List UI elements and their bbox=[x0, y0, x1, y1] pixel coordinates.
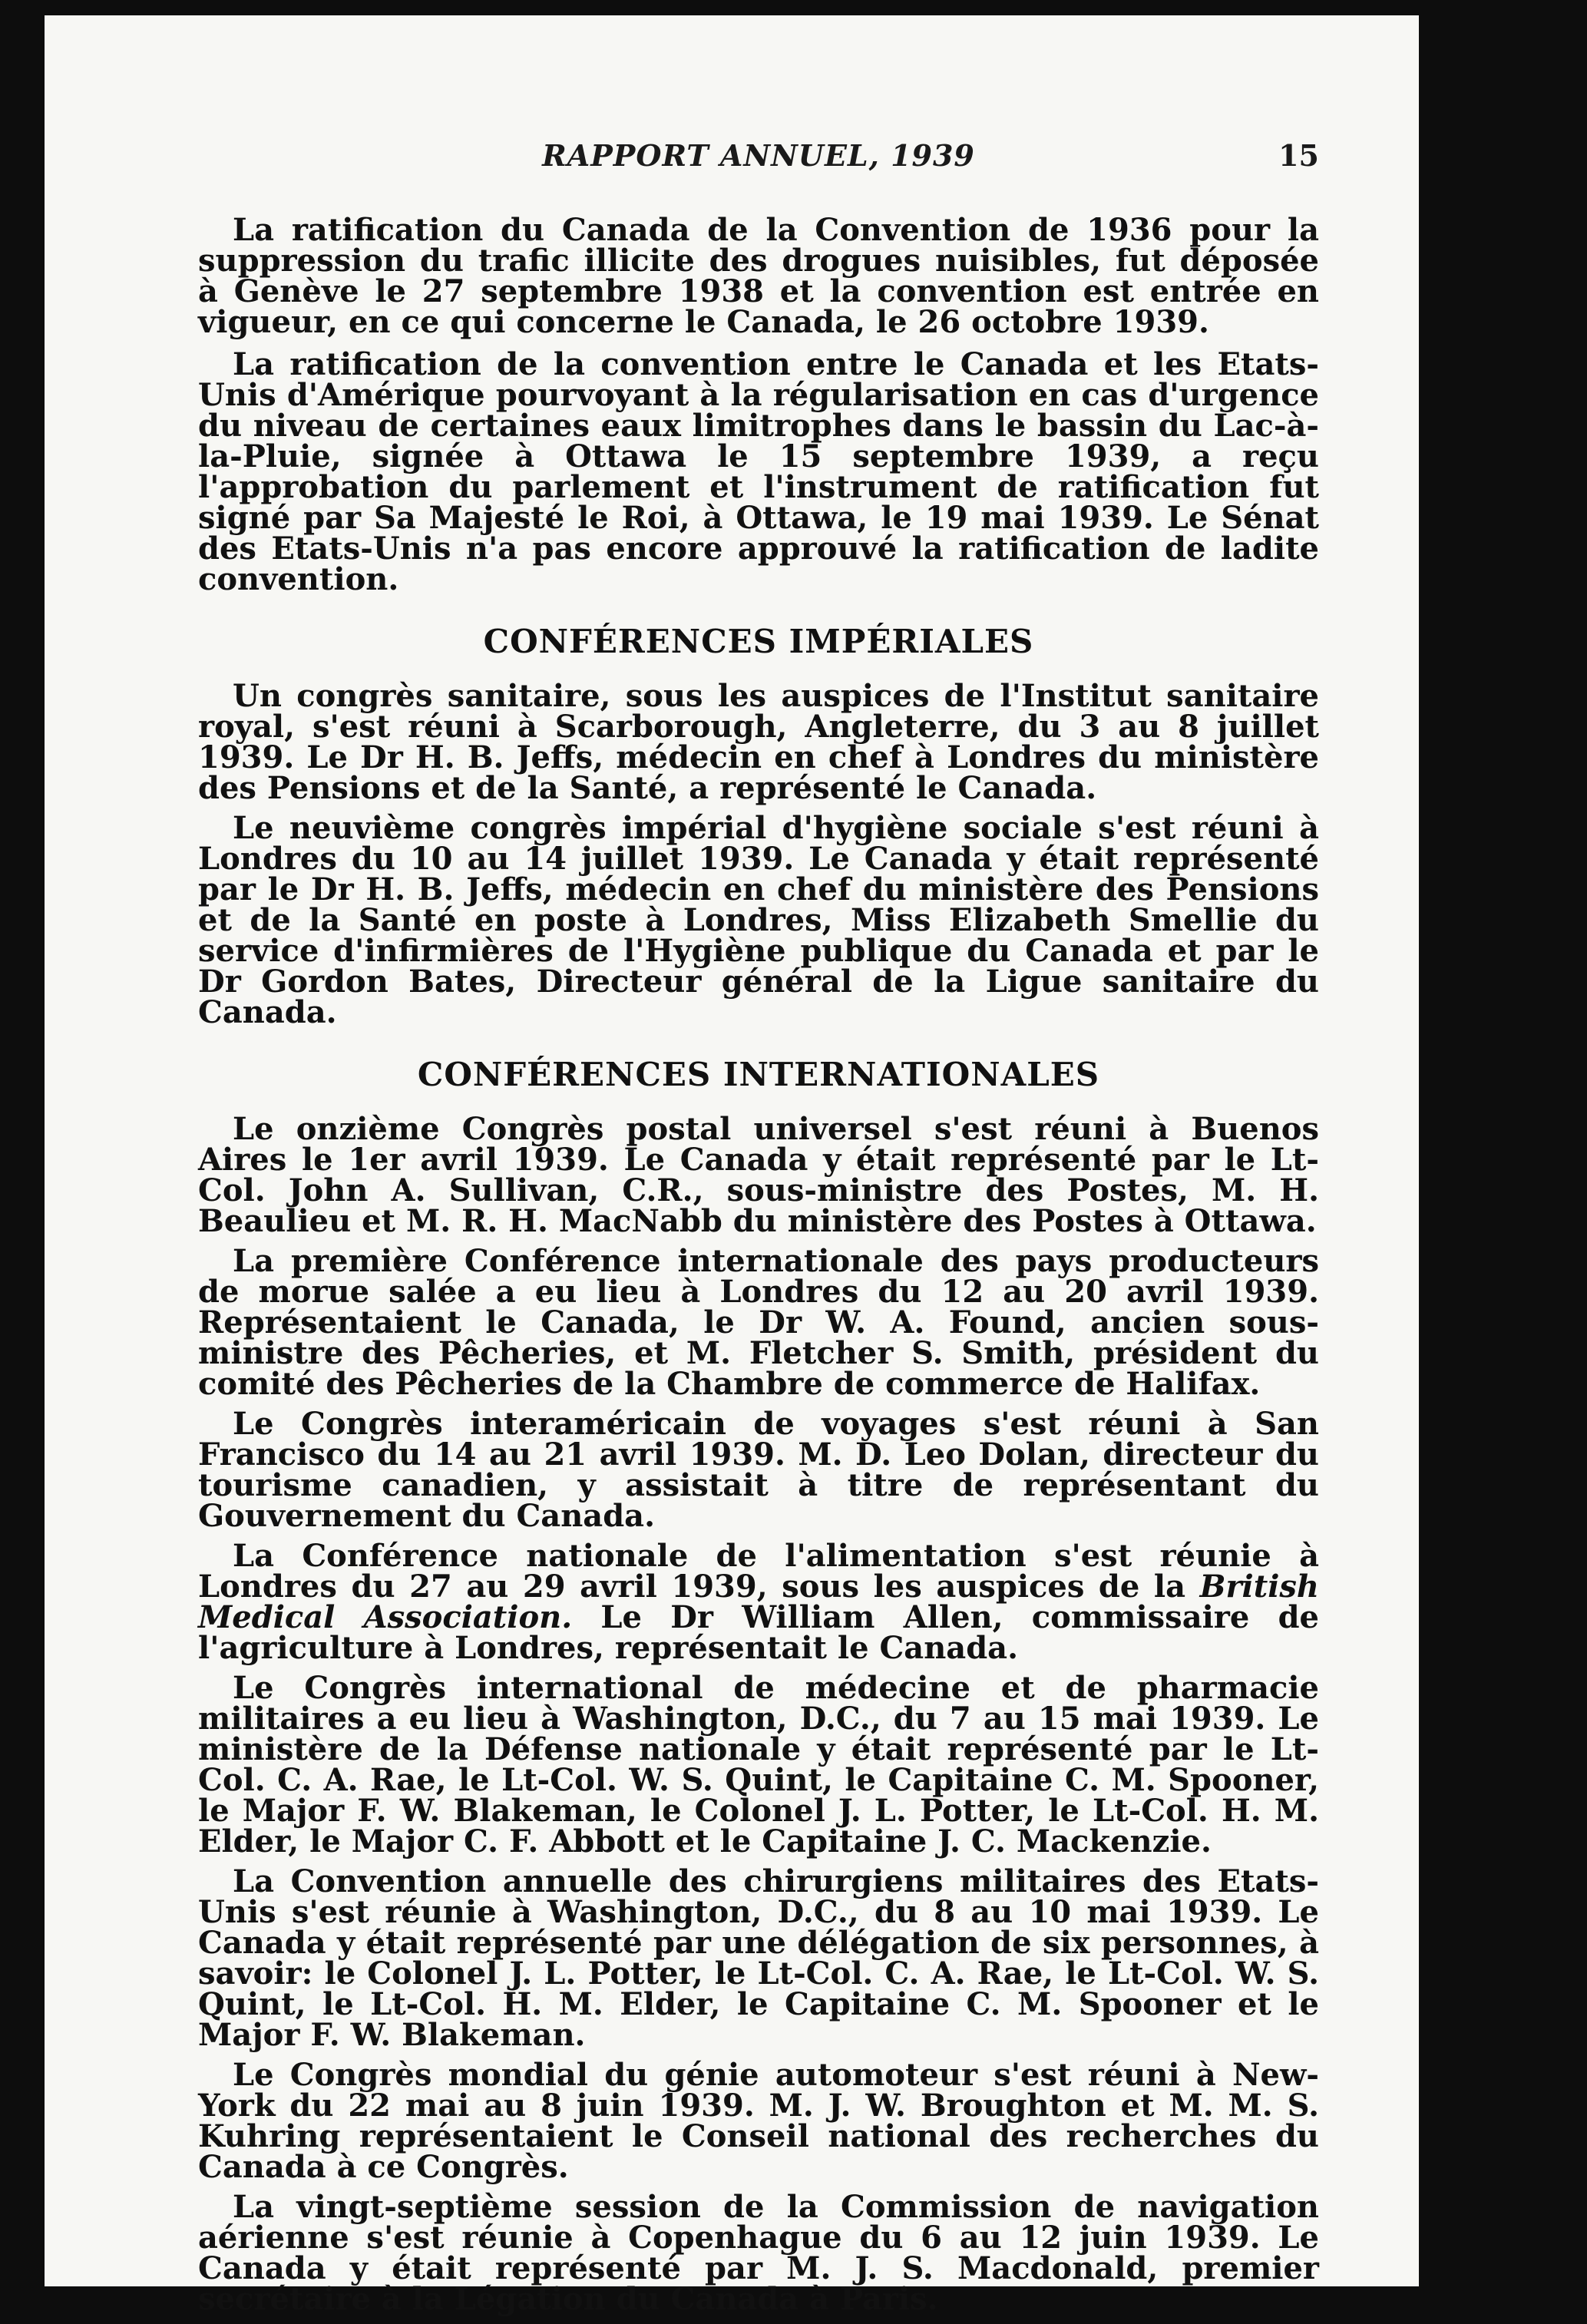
paragraph-military-surgeons-convention: La Convention annuelle des chirurgiens militaires des Etats-Unis s'est réunie à Washington, D.C., du 8 au 10 mai 1939. Le Canada y était représenté par une délégation de six personnes, à savoir: le Colonel J. L. Potter, le Lt-Col. C. A. Rae, le Lt-Col. W. S. Quint, le Lt-Col. H. M. Elder, le Capitaine C. M. Spooner et le Major F. W. Blakeman. bbox=[198, 1863, 1319, 2053]
page-sheet bbox=[45, 15, 1419, 2317]
running-title: RAPPORT ANNUEL, 1939 bbox=[542, 138, 975, 173]
paragraph-automotive-congress: Le Congrès mondial du génie automoteur s'est réuni à New-York du 22 mai au 8 juin 1939. M. J. W. Broughton et M. M. S. Kuhring représentaient le Conseil national des recherches du Canada à ce Congrès. bbox=[198, 2057, 1319, 2185]
paragraph-postal-congress: Le onzième Congrès postal universel s'est réuni à Buenos Aires le 1er avril 1939. Le Canada y était représenté par le Lt-Col. John A. Sullivan, C.R., sous-ministre des Postes, M. H. Beaulieu et M. R. H. MacNabb du ministère des Postes à Ottawa. bbox=[198, 1111, 1319, 1239]
paragraph-military-medicine-congress: Le Congrès international de médecine et de pharmacie militaires a eu lieu à Washington, D.C., du 7 au 15 mai 1939. Le ministère de la Défense nationale y était représenté par le Lt-Col. C. A. Rae, le Lt-Col. W. S. Quint, le Capitaine C. M. Spooner, le Major F. W. Blakeman, le Colonel J. L. Potter, le Lt-Col. H. M. Elder, le Major C. F. Abbott et le Capitaine J. C. Mackenzie. bbox=[198, 1670, 1319, 1860]
paragraph-drug-convention: La ratification du Canada de la Convention de 1936 pour la suppression du trafic illicite des drogues nuisibles, fut déposée à Genève le 27 septembre 1938 et la convention est entrée en vigueur, en ce qui concerne le Canada, le 26 octobre 1939. bbox=[198, 212, 1319, 340]
paragraph-air-navigation-commission: La vingt-septième session de la Commission de navigation aérienne s'est réunie à Copenhague du 6 au 12 juin 1939. Le Canada y était représenté par M. J. S. Macdonald, premier secrétaire à la Légation du Canada à Paris. bbox=[198, 2189, 1319, 2317]
paragraph-sanitary-congress: Un congrès sanitaire, sous les auspices de l'Institut sanitaire royal, s'est réuni à Scarborough, Angleterre, du 3 au 8 juillet 1939. Le Dr H. B. Jeffs, médecin en chef à Londres du ministère des Pensions et de la Santé, a représenté le Canada. bbox=[198, 678, 1319, 806]
page-number: 15 bbox=[1278, 138, 1319, 173]
bma-name: British Medical Association. bbox=[198, 1569, 1319, 1635]
nutrition-text-after: Le Dr William Allen, commissaire de l'agriculture à Londres, représentait le Canada. bbox=[198, 1599, 1319, 1666]
heading-imperial-conferences: CONFÉRENCES IMPÉRIALES bbox=[483, 623, 1034, 660]
paragraph-nutrition-conference bbox=[198, 1538, 1319, 1666]
nutrition-text-before: La Conférence nationale de l'alimentation s'est réunie à Londres du 27 au 29 avril 1939, sous les auspices de la bbox=[198, 1538, 1319, 1605]
heading-international-conferences: CONFÉRENCES INTERNATIONALES bbox=[417, 1056, 1100, 1093]
paragraph-travel-congress: Le Congrès interaméricain de voyages s'est réuni à San Francisco du 14 au 21 avril 1939. M. D. Leo Dolan, directeur du tourisme canadien, y assistait à titre de représentant du Gouvernement du Canada. bbox=[198, 1406, 1319, 1534]
running-header bbox=[198, 138, 1319, 184]
paragraph-social-hygiene-congress: Le neuvième congrès impérial d'hygiène sociale s'est réuni à Londres du 10 au 14 juillet 1939. Le Canada y était représenté par le Dr H. B. Jeffs, médecin en chef du ministère des Pensions et de la Santé en poste à Londres, Miss Elizabeth Smellie du service d'infirmières de l'Hygiène publique du Canada et par le Dr Gordon Bates, Directeur général de la Ligue sanitaire du Canada. bbox=[198, 810, 1319, 1030]
paragraph-rainy-lake-convention: La ratification de la convention entre le Canada et les Etats-Unis d'Amérique pourvoyant à la régularisation en cas d'urgence du niveau de certaines eaux limitrophes dans le bassin du Lac-à-la-Pluie, signée à Ottawa le 15 septembre 1939, a reçu l'approbation du parlement et l'instrument de ratification fut signé par Sa Majesté le Roi, à Ottawa, le 19 mai 1939. Le Sénat des Etats-Unis n'a pas encore approuvé la ratification de ladite convention. bbox=[198, 346, 1319, 597]
page-body bbox=[198, 212, 1319, 2324]
paragraph-salt-cod-conference: La première Conférence internationale des pays producteurs de morue salée a eu lieu à Londres du 12 au 20 avril 1939. Représentaient le Canada, le Dr W. A. Found, ancien sous-ministre des Pêcheries, et M. Fletcher S. Smith, président du comité des Pêcheries de la Chambre de commerce de Halifax. bbox=[198, 1243, 1319, 1402]
